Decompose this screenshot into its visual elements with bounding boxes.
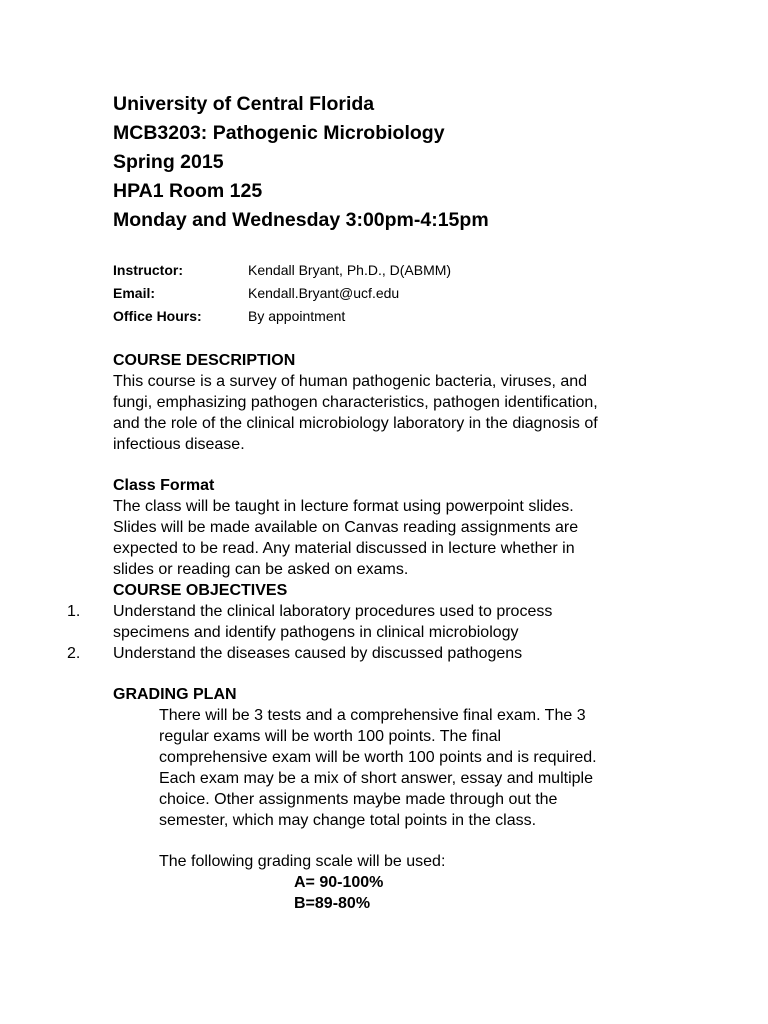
grading-plan-heading: GRADING PLAN [113, 686, 237, 703]
course-description-line: fungi, emphasizing pathogen characteristics, pathogen identification, [113, 394, 598, 411]
course-description-line: infectious disease. [113, 436, 245, 453]
objective-number: 1. [67, 603, 81, 620]
class-format-line: slides or reading can be asked on exams. [113, 561, 409, 578]
course-title: MCB3203: Pathogenic Microbiology [113, 122, 445, 144]
class-format-line: Slides will be made available on Canvas reading assignments are [113, 519, 579, 536]
grading-plan-line: regular exams will be worth 100 points. The final [159, 728, 502, 745]
office-hours-value: By appointment [248, 308, 346, 324]
grading-plan-line: There will be 3 tests and a comprehensive final exam. The 3 [159, 707, 586, 724]
grading-plan-line: semester, which may change total points in the class. [159, 812, 537, 829]
instructor-label: Instructor: [113, 262, 183, 278]
grading-plan-line: comprehensive exam will be worth 100 points and is required. [159, 749, 597, 766]
grading-plan-line: Each exam may be a mix of short answer, essay and multiple [159, 770, 593, 787]
course-description-line: This course is a survey of human pathogenic bacteria, viruses, and [113, 373, 588, 390]
room-title: HPA1 Room 125 [113, 180, 263, 202]
course-description-heading: COURSE DESCRIPTION [113, 352, 296, 369]
objective-number: 2. [67, 645, 81, 662]
grading-plan-line: choice. Other assignments maybe made through out the [159, 791, 558, 808]
office-hours-label: Office Hours: [113, 308, 202, 324]
email-label: Email: [113, 285, 156, 301]
objective-line: Understand the diseases caused by discussed pathogens [113, 645, 523, 662]
schedule-title: Monday and Wednesday 3:00pm-4:15pm [113, 209, 489, 231]
email-value[interactable]: Kendall.Bryant@ucf.edu [248, 285, 400, 301]
objective-line: Understand the clinical laboratory procedures used to process [113, 603, 553, 620]
objective-line: specimens and identify pathogens in clinical microbiology [113, 624, 519, 641]
grading-scale-intro: The following grading scale will be used: [159, 853, 446, 870]
class-format-heading: Class Format [113, 477, 215, 494]
class-format-line: The class will be taught in lecture format using powerpoint slides. [113, 498, 574, 515]
term-title: Spring 2015 [113, 151, 224, 173]
class-format-line: expected to be read. Any material discussed in lecture whether in [113, 540, 575, 557]
grade-scale-item: A= 90-100% [294, 874, 384, 891]
course-objectives-heading: COURSE OBJECTIVES [113, 582, 288, 599]
grade-scale-item: B=89-80% [294, 895, 371, 912]
instructor-value: Kendall Bryant, Ph.D., D(ABMM) [248, 262, 452, 278]
university-title: University of Central Florida [113, 93, 375, 115]
course-description-line: and the role of the clinical microbiology laboratory in the diagnosis of [113, 415, 598, 432]
